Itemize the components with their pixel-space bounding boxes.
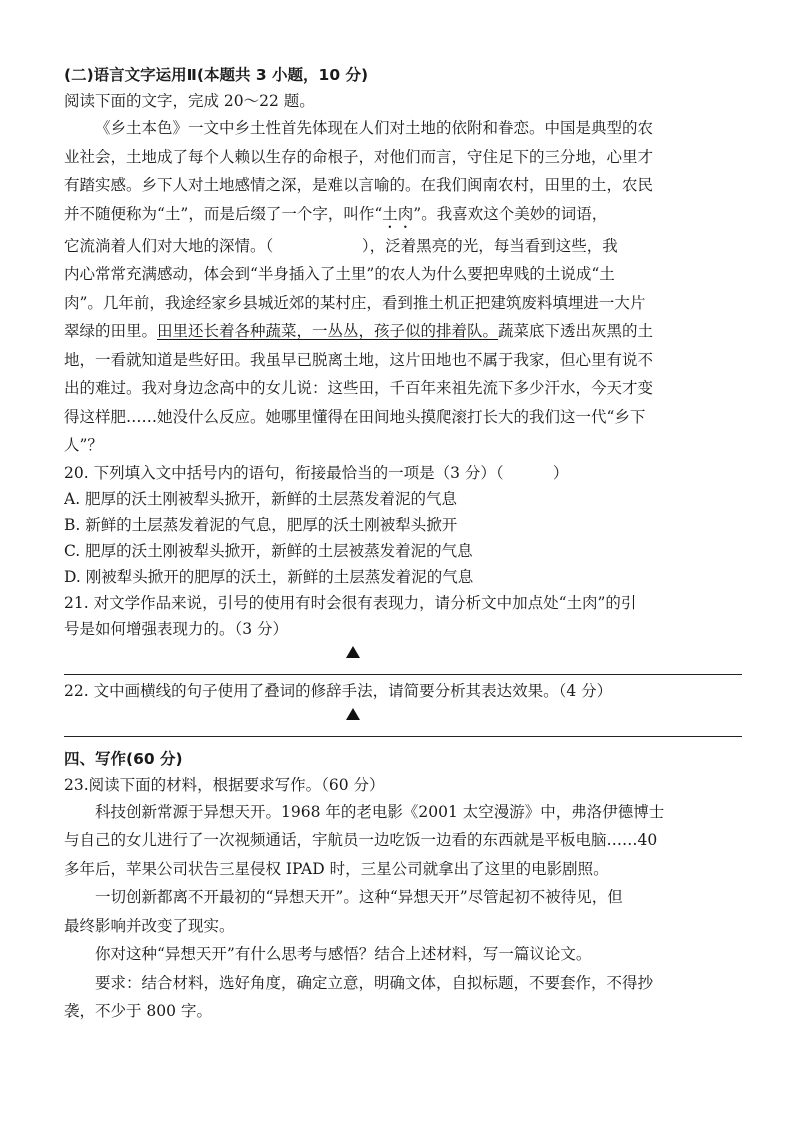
requirement-line: 要求：结合材料，选好角度，确定立意，明确文体，自拟标题，不要套作，不得抄 [95, 973, 654, 992]
passage-text: 翠绿的田里。 [64, 322, 158, 340]
underlined-sentence: 田里还长着各种蔬菜，一丛丛，孩子似的排着队。 [157, 322, 499, 340]
section-heading-language-use: (二)语言文字运用Ⅱ(本题共 3 小题，10 分) [64, 66, 369, 84]
reading-passage [64, 114, 742, 460]
passage-line [64, 317, 742, 346]
answer-area-22[interactable] [64, 704, 742, 740]
passage-line: 内心常常充满感动，体会到“半身插入了土里”的农人为什么要把卑贱的土说成“土 [64, 265, 615, 283]
answer-area-21[interactable] [64, 642, 742, 678]
passage-text: ”。我喜欢这个美妙的词语， [413, 204, 608, 223]
requirement-line: 袭，不少于 800 字。 [64, 1002, 212, 1020]
material-line: 科技创新常源于异想天开。1968 年的老电影《2001 太空漫游》中，弗洛伊德博士 [95, 802, 665, 821]
option-a: A. 肥厚的沃土刚被犁头掀开，新鲜的土层蒸发着泥的气息 [64, 489, 458, 508]
question-22: 22. 文中画横线的句子使用了叠词的修辞手法，请简要分析其表达效果。（4 分） [64, 681, 613, 700]
triangle-marker-icon [346, 708, 360, 720]
answer-line [64, 674, 742, 675]
option-d: D. 刚被犁头掀开的肥厚的沃土，新鲜的土层蒸发着泥的气息 [64, 567, 474, 586]
exam-content [64, 62, 742, 1026]
passage-line: 《乡土本色》一文中乡土性首先体现在人们对土地的依附和眷恋。中国是典型的农 [95, 119, 654, 137]
option-b: B. 新鲜的土层蒸发着泥的气息，肥厚的沃土刚被犁头掀开 [64, 515, 458, 534]
material-line: 一切创新都离不开最初的“异想天开”。这种“异想天开”尽管起初不被待见，但 [95, 888, 623, 906]
answer-line [64, 736, 742, 737]
material-line: 最终影响并改变了现实。 [64, 916, 235, 935]
material-line: 你对这种“异想天开”有什么思考与感悟？结合上述材料，写一篇议论文。 [95, 945, 592, 963]
writing-material [64, 798, 742, 1026]
passage-text: 蔬菜底下透出灰黑的土 [498, 322, 654, 340]
material-line: 与自己的女儿进行了一次视频通话，宇航员一边吃饭一边看的东西就是平板电脑……40 [64, 831, 658, 849]
dotted-word-turou: 土肉 [382, 204, 414, 223]
passage-text: 并不随便称为“土”，而是后缀了一个字，叫作“ [64, 204, 383, 223]
passage-line: 得这样肥……她没什么反应。她哪里懂得在田间地头摸爬滚打长大的我们这一代“乡下 [64, 407, 646, 426]
reading-instruction: 阅读下面的文字，完成 20～22 题。 [64, 92, 315, 110]
question-21-line: 21. 对文学作品来说，引号的使用有时会很有表现力，请分析文中加点处“土肉”的引 [64, 593, 637, 612]
section-heading-writing: 四、写作(60 分) [64, 749, 183, 768]
question-23-stem: 23.阅读下面的材料，根据要求写作。（60 分） [64, 775, 385, 794]
passage-line: 人”？ [64, 436, 103, 454]
material-line: 多年后，苹果公司状告三星侵权 IPAD 时，三星公司就拿出了这里的电影剧照。 [64, 859, 609, 878]
triangle-marker-icon [346, 646, 360, 658]
question-20-stem: 20. 下列填入文中括号内的语句，衔接最恰当的一项是（3 分）（ ） [64, 463, 569, 482]
question-21-line: 号是如何增强表现力的。（3 分） [64, 619, 289, 638]
passage-line: 肉”。几年前，我途经家乡县城近郊的某村庄，看到推土机正把建筑废料填埋进一大片 [64, 293, 646, 312]
passage-line: 业社会，土地成了每个人赖以生存的命根子，对他们而言，守住足下的三分地，心里才 [64, 147, 654, 166]
passage-line: 出的难过。我对身边念高中的女儿说：这些田，千百年来祖先流下多少汗水，今天才变 [64, 379, 654, 397]
passage-line: 有踏实感。乡下人对土地感情之深，是难以言喻的。在我们闽南农村，田里的土，农民 [64, 176, 654, 194]
passage-line: 地，一看就知道是些好田。我虽早已脱离土地，这片田地也不属于我家，但心里有说不 [64, 350, 654, 369]
passage-line-with-blank: 它流淌着人们对大地的深情。（ ），泛着黑亮的光，每当看到这些，我 [64, 236, 618, 255]
passage-line [64, 200, 742, 232]
option-c: C. 肥厚的沃土刚被犁头掀开，新鲜的土层被蒸发着泥的气息 [64, 541, 473, 560]
